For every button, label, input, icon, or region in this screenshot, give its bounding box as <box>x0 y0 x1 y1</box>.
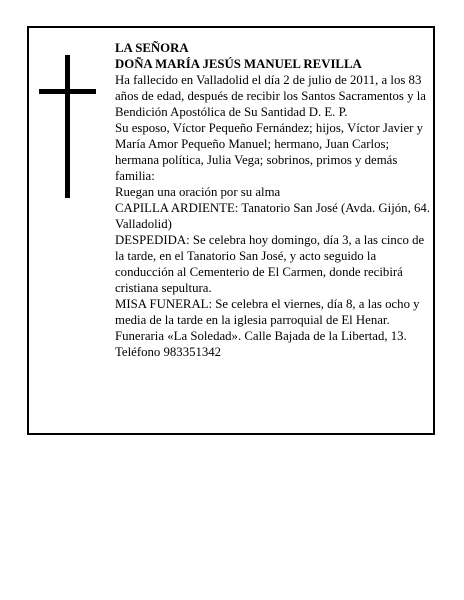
prayer-request: Ruegan una oración por su alma <box>115 185 281 199</box>
chapel-paragraph: CAPILLA ARDIENTE: Tanatorio San José (Avda. Gijón, 64. Valladolid) <box>115 201 430 231</box>
death-announcement: Ha fallecido en Valladolid el día 2 de julio de 2011, a los 83 años de edad, después de recibir los Santos Sacramentos y la Bendición Apostólica de Su Santidad D. E. P. <box>115 73 426 119</box>
obituary-notice <box>27 26 435 435</box>
cross-vertical-bar <box>65 55 70 198</box>
cross-icon <box>39 55 96 198</box>
funeral-home-paragraph: Funeraria «La Soledad». Calle Bajada de la Libertad, 13. Teléfono 983351342 <box>115 329 407 359</box>
cross-horizontal-bar <box>39 89 96 94</box>
funeral-mass-paragraph: MISA FUNERAL: Se celebra el viernes, día 8, a las ocho y media de la tarde en la iglesia parroquial de El Henar. <box>115 297 420 327</box>
notice-text <box>115 40 430 360</box>
family-paragraph: Su esposo, Víctor Pequeño Fernández; hijos, Víctor Javier y María Amor Pequeño Manuel; hermano, Juan Carlos; hermana política, Julia Vega; sobrinos, primos y demás familia: <box>115 121 424 183</box>
heading-title: LA SEÑORA <box>115 41 189 55</box>
farewell-paragraph: DESPEDIDA: Se celebra hoy domingo, día 3, a las cinco de la tarde, en el Tanatorio San José, y acto seguido la conducción al Cementerio de El Carmen, donde recibirá cristiana sepultura. <box>115 233 425 295</box>
deceased-name: DOÑA MARÍA JESÚS MANUEL REVILLA <box>115 57 362 71</box>
